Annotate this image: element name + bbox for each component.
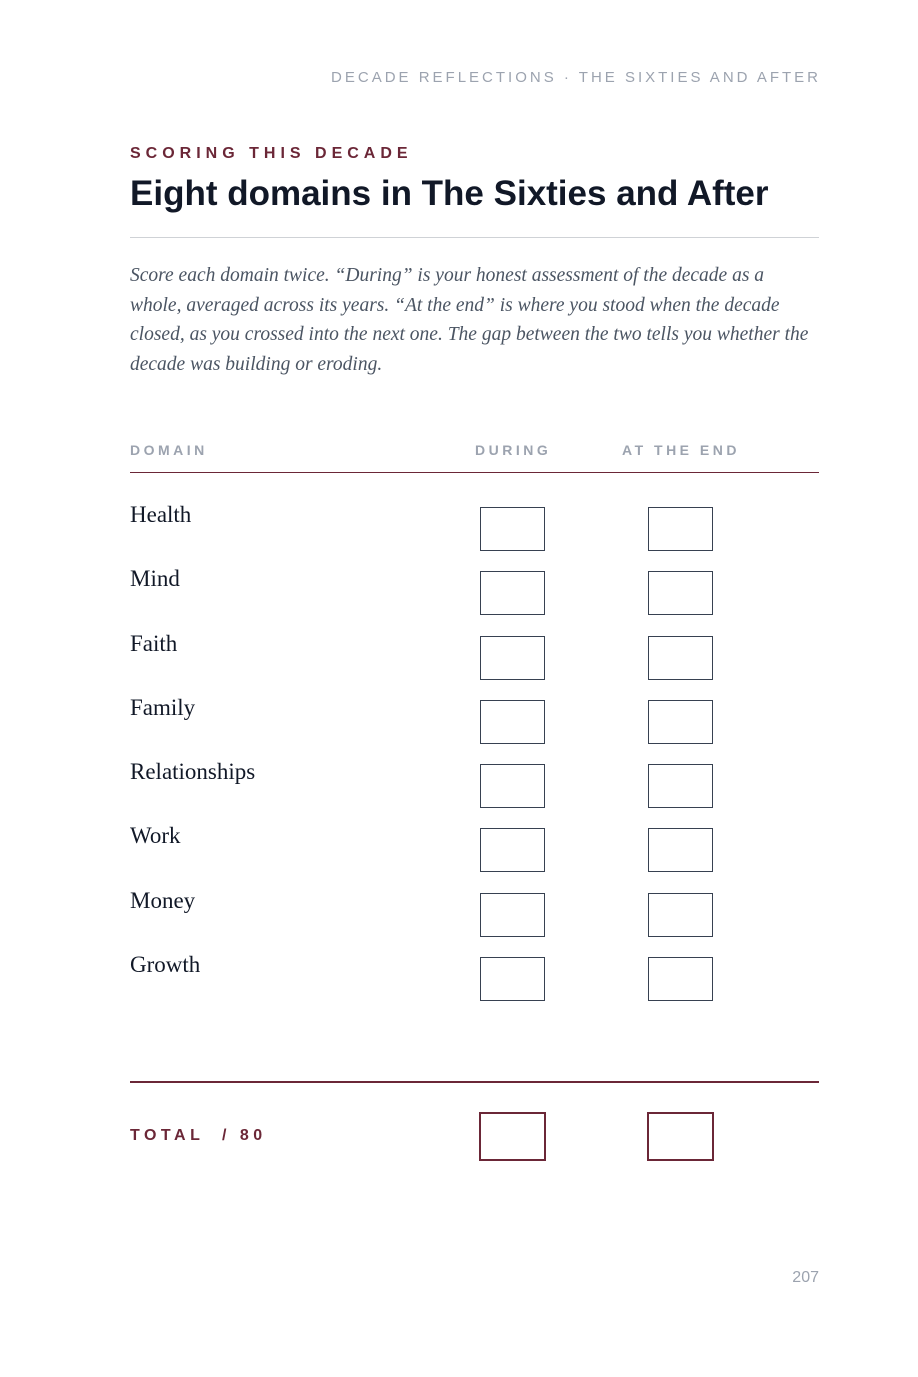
column-header-during: DURING <box>475 442 552 458</box>
domain-label: Faith <box>130 631 178 656</box>
domain-row-work <box>130 823 819 878</box>
page-number: 207 <box>792 1269 819 1286</box>
at-the-end-score-box[interactable] <box>648 957 713 1001</box>
total-label: TOTAL / 80 <box>130 1127 267 1144</box>
domain-row-faith <box>130 631 819 686</box>
domain-label: Growth <box>130 952 201 977</box>
at-the-end-score-box[interactable] <box>648 700 713 744</box>
during-score-box[interactable] <box>480 893 545 937</box>
title-divider <box>130 237 819 238</box>
domain-label: Relationships <box>130 759 256 784</box>
total-during-box[interactable] <box>479 1112 546 1161</box>
at-the-end-score-box[interactable] <box>648 828 713 872</box>
instructions-paragraph: Score each domain twice. “During” is your honest assessment of the decade as a whole, averaged across its years. “At the end” is where you stood when the decade closed, as you crossed into the next one. The gap between the two tells you whether the decade was building or eroding. <box>130 265 809 376</box>
domain-row-health <box>130 502 819 557</box>
column-header-at-the-end: AT THE END <box>622 442 740 458</box>
domain-row-money <box>130 888 819 943</box>
during-score-box[interactable] <box>480 571 545 615</box>
header-divider <box>130 472 819 473</box>
domain-label: Health <box>130 502 192 527</box>
domain-row-relationships <box>130 759 819 814</box>
section-kicker: SCORING THIS DECADE <box>130 145 413 162</box>
domain-row-growth <box>130 952 819 1007</box>
domain-label: Mind <box>130 566 180 591</box>
at-the-end-score-box[interactable] <box>648 893 713 937</box>
at-the-end-score-box[interactable] <box>648 636 713 680</box>
page-title: Eight domains in The Sixties and After <box>130 174 769 213</box>
during-score-box[interactable] <box>480 507 545 551</box>
during-score-box[interactable] <box>480 828 545 872</box>
during-score-box[interactable] <box>480 957 545 1001</box>
during-score-box[interactable] <box>480 700 545 744</box>
domain-label: Work <box>130 823 181 848</box>
at-the-end-score-box[interactable] <box>648 507 713 551</box>
total-at-the-end-box[interactable] <box>647 1112 714 1161</box>
domain-label: Family <box>130 695 196 720</box>
running-header: DECADE REFLECTIONS · THE SIXTIES AND AFTER <box>331 69 821 86</box>
domain-row-family <box>130 695 819 750</box>
domain-row-mind <box>130 566 819 621</box>
total-divider <box>130 1081 819 1083</box>
at-the-end-score-box[interactable] <box>648 764 713 808</box>
column-header-domain: DOMAIN <box>130 442 208 458</box>
during-score-box[interactable] <box>480 636 545 680</box>
during-score-box[interactable] <box>480 764 545 808</box>
at-the-end-score-box[interactable] <box>648 571 713 615</box>
domain-label: Money <box>130 888 196 913</box>
